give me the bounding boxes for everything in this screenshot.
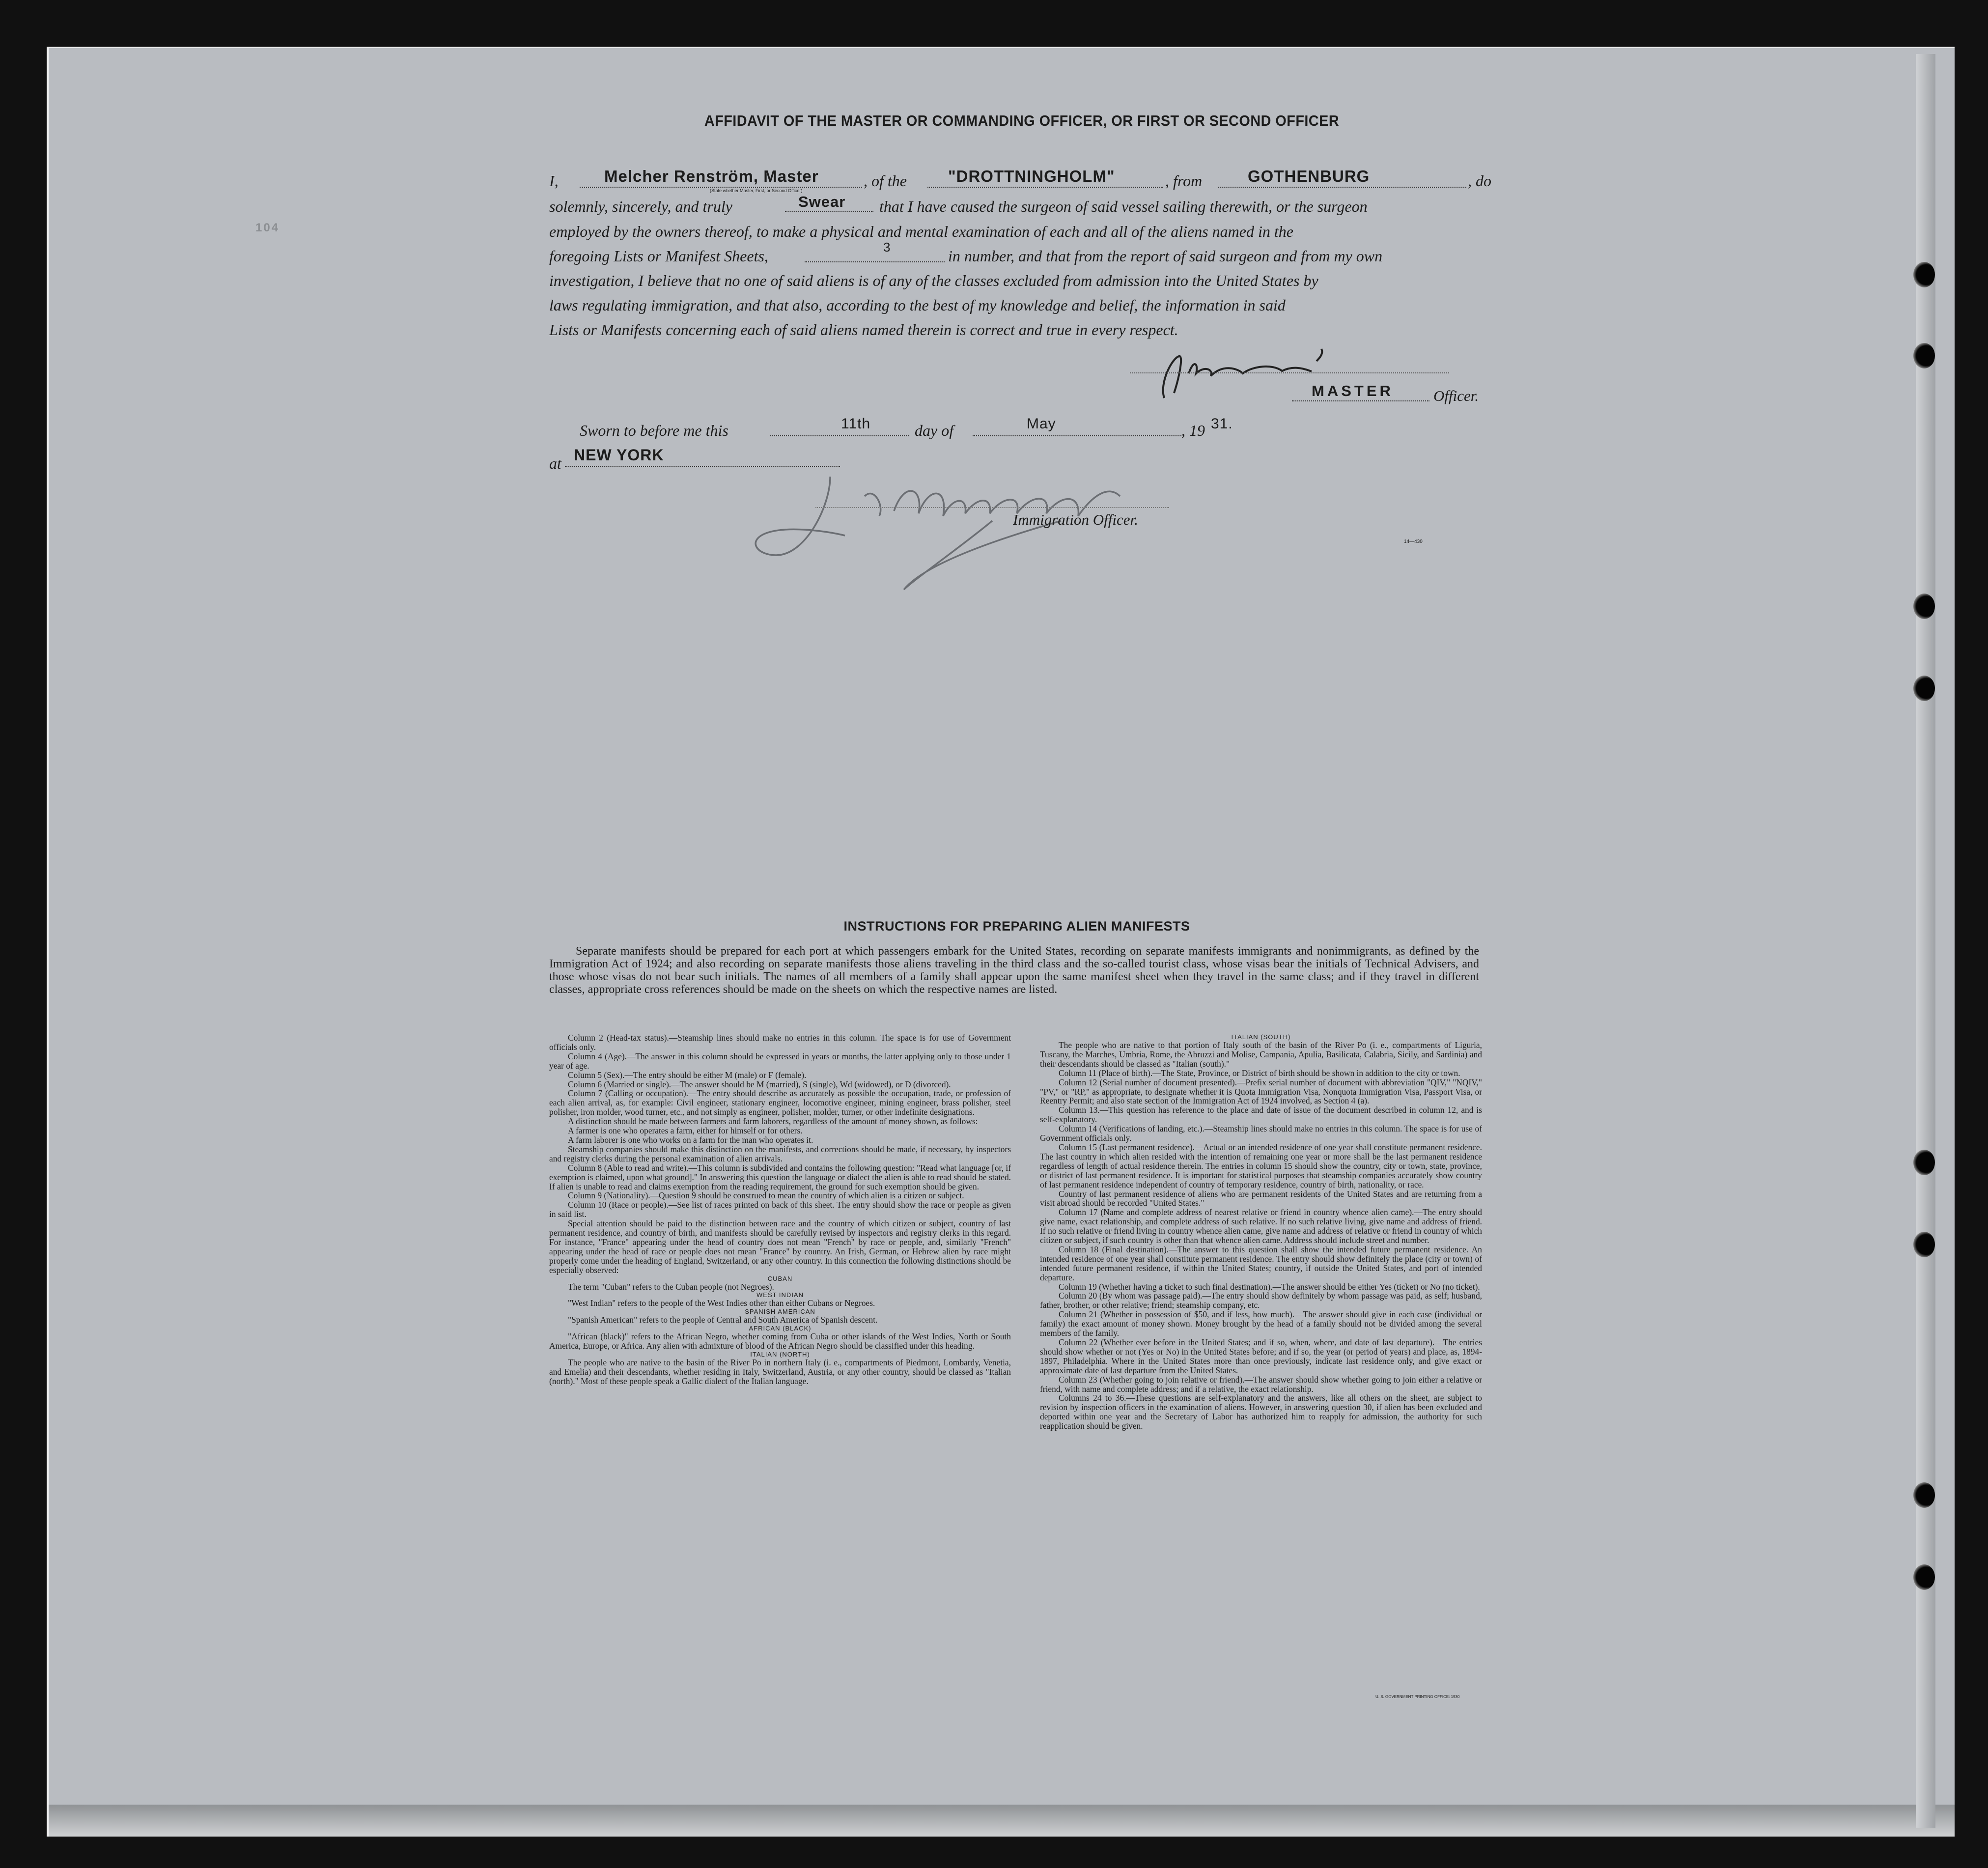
- form-code: 14—430: [1404, 539, 1423, 544]
- day-of-text: day of: [915, 422, 954, 439]
- italian-north-definition: The people who are native to the basin of the River Po in northern Italy (i. e., compartments of Piedmont, Lombardy, Venetia, and Emelia) and their descendants, whether residing in Italy, Switzerland, Austria, or any other country, should be classed as "Italian (north)." Most of these people speak a Gallic dialect of the Italian language.: [549, 1358, 1011, 1386]
- sworn-year: 31.: [1211, 416, 1233, 432]
- do-text: , do: [1468, 172, 1491, 190]
- column-15-instruction: Column 15 (Last permanent residence).—Actual or an intended residence of one year shall constitute permanent residence. The last country in which alien resided with the intention of remaining one year or more shall be the last permanent residence regardless of length of actual residence therein. The entries in column 15 should show the country, city or town, state, province, or district of last permanent residence. It is important for statistical purposes that steamship companies accurately show country of last permanent residence independent of country of temporary residence, country of birth, nationality, or race.: [1040, 1142, 1482, 1189]
- from-text: , from: [1165, 172, 1203, 190]
- column-4-instruction: Column 4 (Age).—The answer in this column should be expressed in years or months, the latter applying only to those under 1 year of age.: [549, 1051, 1011, 1071]
- affidavit-line6: laws regulating immigration, and that also, according to the best of my knowledge and belief, the information in said: [549, 296, 1286, 314]
- punch-hole: [1913, 343, 1935, 368]
- column-12-instruction: Column 12 (Serial number of document presented).—Prefix serial number of document with abbreviation "QIV," "NQIV," "PV," or "RP," as appropriate, to designate whether it is Quota Immigration Visa, Nonquota Immigration Visa, Passport Visa, or Reentry Permit; and also state section of the Immigration Act of 1924 involved, as Section 4 (a).: [1040, 1077, 1482, 1106]
- west-indian-heading: WEST INDIAN: [756, 1291, 804, 1299]
- departure-port: GOTHENBURG: [1248, 167, 1370, 185]
- affidavit-line2b: that I have caused the surgeon of said vessel sailing therewith, or the surgeon: [879, 198, 1368, 215]
- name-rule: [580, 187, 862, 188]
- returning-residents-note: Country of last permanent residence of aliens who are permanent residents of the United States and are returning from a visit abroad should be recorded "United States.": [1040, 1189, 1482, 1208]
- punch-hole: [1913, 594, 1935, 619]
- column-6-instruction: Column 6 (Married or single).—The answer should be M (married), S (single), Wd (widowed), or D (divorced).: [568, 1079, 951, 1089]
- year-prefix: , 19: [1181, 422, 1205, 439]
- column-13-instruction: Column 13.—This question has reference to the place and date of issue of the document described in column 12, and is self-explanatory.: [1040, 1105, 1482, 1125]
- column-10-instruction: Column 10 (Race or people).—See list of races printed on back of this sheet. The entry should show the race or people as given in said list.: [549, 1200, 1011, 1219]
- officer-caption: (State whether Master, First, or Second Officer): [710, 188, 803, 193]
- affidavit-line4a: foregoing Lists or Manifest Sheets,: [549, 247, 768, 265]
- column-22-instruction: Column 22 (Whether ever before in the United States; and if so, when, where, and date of last departure).—The entries should show whether or not (Yes or No) in the United States before; and if so, the year (or period of years) and place, as, 1894-1897, Philadelphia. Where in the United States more than once previously, indicate last residence only, and give exact or approximate date of last departure from the United States.: [1040, 1337, 1482, 1375]
- immigration-officer-rule: [815, 507, 1169, 508]
- punch-hole: [1913, 1150, 1935, 1175]
- of-the-text: , of the: [864, 172, 907, 190]
- punch-hole: [1913, 1232, 1935, 1257]
- column-14-instruction: Column 14 (Verifications of landing, etc.).—Steamship lines should make no entries in this column. The space is for use of Government officials only.: [1040, 1124, 1482, 1143]
- affidavit-line1-i: I,: [549, 172, 559, 190]
- margin-note: 104: [255, 221, 280, 234]
- sworn-text: Sworn to before me this: [580, 422, 728, 439]
- african-heading: AFRICAN (BLACK): [749, 1325, 812, 1332]
- master-stamp: MASTER: [1312, 382, 1394, 399]
- instructions-right-column: [1040, 1033, 1482, 1431]
- african-definition: "African (black)" refers to the African Negro, whether coming from Cuba or other islands of the West Indies, North or South America, Europe, or Africa. Any alien with admixture of blood of the African Negro should be classified under this heading.: [549, 1331, 1011, 1351]
- instructions-title: INSTRUCTIONS FOR PREPARING ALIEN MANIFESTS: [843, 919, 1190, 934]
- column-11-instruction: Column 11 (Place of birth).—The State, Province, or District of birth should be shown in addition to the city or town.: [1059, 1068, 1460, 1078]
- column-9-instruction: Column 9 (Nationality).—Question 9 should be construed to mean the country of which alien is a citizen or subject.: [568, 1190, 964, 1201]
- punch-hole: [1913, 676, 1935, 701]
- farmer-distinction: A distinction should be made between farmers and farm laborers, regardless of the amount of money shown, as follows:: [568, 1116, 978, 1127]
- day-rule: [770, 435, 909, 436]
- officer-rule: [1292, 400, 1429, 401]
- page-right-edge: [1916, 54, 1935, 1828]
- affidavit-line5: investigation, I believe that no one of said aliens is of any of the classes excluded from admission into the United States by: [549, 272, 1318, 289]
- ship-name: "DROTTNINGHOLM": [948, 167, 1115, 185]
- column-23-instruction: Column 23 (Whether going to join relative or friend).—The answer should show whether going to join either a relative or friend, with name and complete address; and if a relative, the exact relationship.: [1040, 1374, 1482, 1394]
- column-7-instruction: Column 7 (Calling or occupation).—The entry should describe as accurately as possible the occupation, trade, or profession of each alien arrival, as, for example: Civil engineer, stationary engineer, locomotive engineer, mining engineer, brass polisher, steel polisher, iron molder, wood turner, etc., and not simply as engineer, polisher, molder, turner, or other indefinite designations.: [549, 1088, 1011, 1117]
- sworn-day: 11th: [841, 416, 871, 432]
- farm-laborer-definition: A farm laborer is one who works on a farm for the man who operates it.: [568, 1134, 813, 1145]
- punch-hole: [1913, 1482, 1935, 1508]
- column-20-instruction: Column 20 (By whom was passage paid).—The entry should show definitely by whom passage was paid, as self; husband, father, brother, or other relative; friend; steamship company, etc.: [1040, 1291, 1482, 1310]
- column-17-instruction: Column 17 (Name and complete address of nearest relative or friend in country whence alien came).—The entry should give name, exact relationship, and complete address of such relative. If no such relative living, give name and address of friend. If no such relative or friend living in country whence alien came, give name and address of relative or friend in country of which citizen or subject, if such country is other than that whence alien came. Address should include street and number.: [1040, 1207, 1482, 1245]
- master-name: Melcher Renström, Master: [604, 167, 819, 185]
- ship-rule: [927, 187, 1163, 188]
- column-2-instruction: Column 2 (Head-tax status).—Steamship lines should make no entries in this column. The space is for use of Government officials only.: [549, 1033, 1011, 1052]
- race-country-distinction: Special attention should be paid to the distinction between race and the country of which citizen or subject, country of last permanent residence, and country of birth, and manifests should be carefully revised by inspectors and registry clerks in this regard. For instance, "France" appearing under the head of country does not mean "French" by race or people, and, similarly "French" appearing under the head of race or people does not mean "France" by country. An Irish, German, or Hebrew alien by race might properly come under the heading of England, Switzerland, or any other country. In this connection the following distinctions should be especially observed:: [549, 1218, 1011, 1275]
- spanish-american-definition: "Spanish American" refers to the people of Central and South America of Spanish descent.: [568, 1315, 878, 1325]
- sheet-count: 3: [883, 240, 891, 255]
- page-bottom-edge: [49, 1805, 1955, 1837]
- italian-south-heading: ITALIAN (SOUTH): [1231, 1033, 1291, 1041]
- month-rule: [973, 435, 1181, 436]
- steamship-corrections: Steamship companies should make this distinction on the manifests, and corrections should be made, if necessary, by inspectors and registry clerks during the personal examination of alien arrivals.: [549, 1144, 1011, 1163]
- oath-rule: [785, 211, 873, 212]
- officer-label: Officer.: [1433, 387, 1479, 404]
- column-8-instruction: Column 8 (Able to read and write).—This column is subdivided and contains the following question: "Read what language [or, if exemption is claimed, upon what ground]." In answering this question the language or dialect the alien is able to read should be stated. If alien is unable to read and claims exemption from the reading requirement, the ground for such exemption should be given.: [549, 1162, 1011, 1191]
- at-text: at: [549, 454, 561, 472]
- sheets-rule: [805, 261, 945, 262]
- column-21-instruction: Column 21 (Whether in possession of $50, and if less, how much).—The answer should give in each case (individual or family) the exact amount of money shown. Money brought by the head of a family should not be divided among the several members of the family.: [1040, 1309, 1482, 1338]
- punch-hole: [1913, 1564, 1935, 1590]
- italian-south-definition: The people who are native to that portion of Italy south of the basin of the River Po (i. e., compartments of Liguria, Tuscany, the Marches, Umbria, Rome, the Abruzzi and Molise, Campania, Apulia, Basilicata, Calabria, Sicily, and Sardinia) and their descendants should be classed as "Italian (south).": [1040, 1040, 1482, 1069]
- column-19-instruction: Column 19 (Whether having a ticket to such final destination).—The answer should be either Yes (ticket) or No (no ticket).: [1059, 1281, 1480, 1292]
- sworn-month: May: [1027, 416, 1056, 432]
- column-18-instruction: Column 18 (Final destination).—The answer to this question shall show the intended future permanent residence. An intended residence of one year shall constitute permanent residence. The entry should show definitely the place (city or town) of intended future permanent residence, if within the United States; country, if outside the United States, and port of intended departure.: [1040, 1244, 1482, 1282]
- cuban-heading: CUBAN: [767, 1274, 793, 1282]
- signature-rule: [1130, 372, 1449, 373]
- affidavit-line2a: solemnly, sincerely, and truly: [549, 198, 732, 215]
- manifest-page: [47, 47, 1955, 1837]
- farmer-definition: A farmer is one who operates a farm, either for himself or for others.: [568, 1126, 803, 1136]
- printer-imprint: U. S. GOVERNMENT PRINTING OFFICE: 1930: [1375, 1695, 1460, 1699]
- instructions-left-column: [549, 1033, 1011, 1386]
- italian-north-heading: ITALIAN (NORTH): [750, 1351, 810, 1359]
- column-5-instruction: Column 5 (Sex).—The entry should be either M (male) or F (female).: [568, 1070, 807, 1080]
- columns-24-36-instruction: Columns 24 to 36.—These questions are self-explanatory and the answers, like all others on the sheet, are subject to revision by inspection officers in the examination of aliens. However, in answering question 30, if alien has been excluded and deported within one year and the Secretary of Labor has authorized him to reapply for admission, the authority for such reapplication should be given.: [1040, 1393, 1482, 1431]
- cuban-definition: The term "Cuban" refers to the Cuban people (not Negroes).: [568, 1281, 774, 1292]
- immigration-officer-signature: [717, 467, 1199, 599]
- affidavit-line3: employed by the owners thereof, to make a physical and mental examination of each and all of the aliens named in the: [549, 223, 1293, 240]
- oath-word: Swear: [798, 193, 846, 210]
- spanish-american-heading: SPANISH AMERICAN: [745, 1308, 815, 1316]
- affidavit-line4b: in number, and that from the report of said surgeon and from my own: [948, 247, 1383, 265]
- instructions-intro: Separate manifests should be prepared for each port at which passengers embark for the United States, recording on separate manifests immigrants and nonimmigrants, as defined by the Immigration Act of 1924; and also recording on separate manifests those aliens traveling in the third class and the so-called tourist class, whose visas bear the initials of Technical Advisers, and those whose visas do not bear such initials. The names of all members of a family shall appear upon the same manifest sheet when they travel in the same class; and if they travel in different classes, appropriate cross references should be made on the sheets on which the respective names are listed.: [549, 945, 1479, 996]
- affidavit-title: AFFIDAVIT OF THE MASTER OR COMMANDING OFFICER, OR FIRST OR SECOND OFFICER: [704, 112, 1340, 129]
- sworn-place: NEW YORK: [574, 446, 664, 464]
- west-indian-definition: "West Indian" refers to the people of the West Indies other than either Cubans or Negroes.: [568, 1298, 875, 1308]
- affidavit-line7: Lists or Manifests concerning each of said aliens named therein is correct and true in every respect.: [549, 321, 1178, 339]
- port-rule: [1218, 187, 1466, 188]
- punch-hole: [1913, 262, 1935, 287]
- immigration-officer-label: Immigration Officer.: [1013, 511, 1138, 528]
